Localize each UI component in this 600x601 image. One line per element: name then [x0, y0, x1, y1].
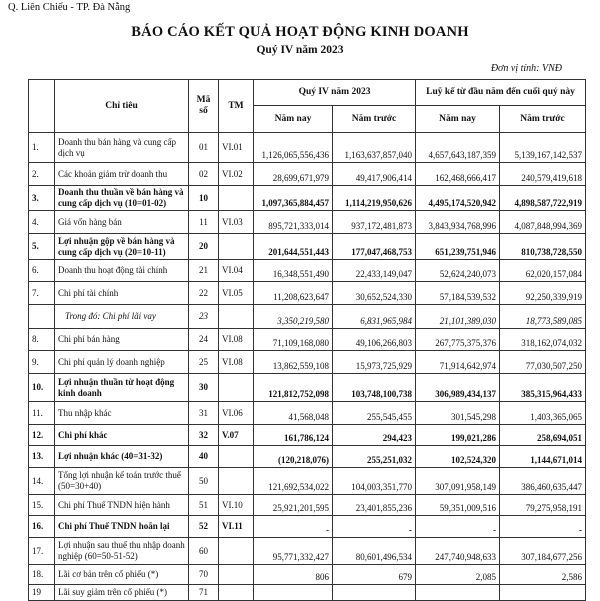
- cell-q-now: 3,350,219,580: [254, 305, 333, 329]
- cell-tm: VI.02: [219, 163, 254, 186]
- cell-tm: VI.03: [219, 211, 254, 234]
- header-cumulative-this-year: Năm nay: [416, 106, 500, 133]
- cell-code: 20: [189, 234, 219, 260]
- cell-c-prev: 258,694,051: [500, 425, 586, 446]
- cell-c-prev: 1,144,671,014: [500, 446, 586, 468]
- cell-code: 32: [189, 425, 219, 446]
- cell-name: Các khoản giảm trừ doanh thu: [55, 163, 189, 186]
- cell-q-now: 28,699,671,979: [254, 163, 333, 186]
- cell-stt: 17.: [29, 538, 55, 565]
- cell-q-now: 13,862,559,108: [254, 351, 333, 374]
- cell-code: 60: [189, 538, 219, 565]
- table-row: [29, 538, 586, 565]
- cell-q-prev: 23,401,855,236: [333, 495, 416, 516]
- table-row: [29, 282, 586, 305]
- table-row: [29, 163, 586, 186]
- income-statement-table: [28, 79, 586, 601]
- cell-stt: 4.: [29, 211, 55, 234]
- cell-stt: 18.: [29, 565, 55, 585]
- cell-code: 40: [189, 446, 219, 468]
- cell-c-now: [416, 585, 500, 601]
- cell-name: Lãi cơ bản trên cổ phiếu (*): [55, 565, 189, 585]
- table-row: [29, 133, 586, 163]
- cell-c-now: 162,468,666,417: [416, 163, 500, 186]
- cell-name: Doanh thu thuần về bán hàng và cung cấp dịch vụ (10=01-02): [55, 186, 189, 211]
- cell-tm: VI.08: [219, 351, 254, 374]
- cell-c-prev: 240,579,419,618: [500, 163, 586, 186]
- cell-c-prev: 62,020,157,084: [500, 260, 586, 282]
- cell-name: Tổng lợi nhuận kế toán trước thuế (50=30+40): [55, 468, 189, 495]
- cell-tm: VI.05: [219, 282, 254, 305]
- cell-q-prev: 937,172,481,873: [333, 211, 416, 234]
- table-row: [29, 585, 586, 601]
- cell-code: 31: [189, 402, 219, 425]
- cell-c-prev: 1,403,365,065: [500, 402, 586, 425]
- cell-q-prev: 6,831,965,984: [333, 305, 416, 329]
- cell-tm: VI.11: [219, 516, 254, 538]
- cell-stt: 2.: [29, 163, 55, 186]
- cell-c-now: 3,843,934,768,996: [416, 211, 500, 234]
- table-row: [29, 374, 586, 402]
- cell-c-now: 651,239,751,946: [416, 234, 500, 260]
- cell-stt: 3.: [29, 186, 55, 211]
- cell-stt: 9.: [29, 351, 55, 374]
- cell-code: 22: [189, 282, 219, 305]
- cell-q-prev: 255,251,032: [333, 446, 416, 468]
- cell-c-now: 21,101,389,030: [416, 305, 500, 329]
- cell-stt: 8.: [29, 329, 55, 351]
- header-stt: [29, 80, 55, 133]
- cell-tm: [219, 446, 254, 468]
- header-indicator: Chỉ tiêu: [55, 80, 189, 133]
- cell-stt: 15.: [29, 495, 55, 516]
- cell-q-prev: 80,601,496,534: [333, 538, 416, 565]
- cell-c-prev: 2,586: [500, 565, 586, 585]
- cell-tm: [219, 565, 254, 585]
- cell-name: Chi phí khác: [55, 425, 189, 446]
- cell-q-prev: 1,114,219,950,626: [333, 186, 416, 211]
- cell-stt: [29, 305, 55, 329]
- cell-q-now: 1,097,365,884,457: [254, 186, 333, 211]
- cell-c-prev: 18,773,589,085: [500, 305, 586, 329]
- cell-c-prev: 92,250,339,919: [500, 282, 586, 305]
- table-row: [29, 234, 586, 260]
- cell-code: 30: [189, 374, 219, 402]
- table-row: [29, 516, 586, 538]
- cell-code: 52: [189, 516, 219, 538]
- cell-q-prev: 103,748,100,738: [333, 374, 416, 402]
- cell-c-prev: 79,275,958,191: [500, 495, 586, 516]
- table-row: [29, 260, 586, 282]
- cell-c-now: 4,657,643,187,359: [416, 133, 500, 163]
- cell-q-prev: 49,417,906,414: [333, 163, 416, 186]
- header-cumulative-last-year: Năm trước: [500, 106, 586, 133]
- table-row: [29, 329, 586, 351]
- cell-name: Doanh thu hoạt động tài chính: [55, 260, 189, 282]
- cell-c-now: 199,021,286: [416, 425, 500, 446]
- cell-q-prev: 294,423: [333, 425, 416, 446]
- cell-c-now: 4,495,174,520,942: [416, 186, 500, 211]
- cell-name: Chi phí bán hàng: [55, 329, 189, 351]
- cell-q-now: 16,348,551,490: [254, 260, 333, 282]
- report-subtitle: Quý IV năm 2023: [256, 44, 344, 56]
- cell-c-prev: [500, 585, 586, 601]
- cell-c-prev: 4,087,848,994,369: [500, 211, 586, 234]
- cell-c-prev: 77,030,507,250: [500, 351, 586, 374]
- cell-q-prev: 15,973,725,929: [333, 351, 416, 374]
- table-row: [29, 425, 586, 446]
- cell-q-now: 25,921,201,595: [254, 495, 333, 516]
- table-row: [29, 565, 586, 585]
- cell-q-now: 95,771,332,427: [254, 538, 333, 565]
- cell-q-prev: 1,163,637,857,040: [333, 133, 416, 163]
- currency-unit: Đơn vị tính: VNĐ: [490, 63, 562, 74]
- cell-c-prev: 385,315,964,433: [500, 374, 586, 402]
- cell-name: Lợi nhuận sau thuế thu nhập doanh nghiệp (60=50-51-52): [55, 538, 189, 565]
- cell-tm: VI.06: [219, 402, 254, 425]
- cell-tm: [219, 374, 254, 402]
- cell-c-now: 52,624,240,073: [416, 260, 500, 282]
- cell-c-now: 2,085: [416, 565, 500, 585]
- table-row: [29, 468, 586, 495]
- table-row: [29, 402, 586, 425]
- table-row: [29, 305, 586, 329]
- cell-q-prev: 30,652,524,330: [333, 282, 416, 305]
- cell-c-prev: -: [500, 516, 586, 538]
- cell-c-now: 301,545,298: [416, 402, 500, 425]
- cell-q-now: 121,812,752,098: [254, 374, 333, 402]
- cell-c-prev: 5,139,167,142,537: [500, 133, 586, 163]
- cell-code: 71: [189, 585, 219, 601]
- table-row: [29, 186, 586, 211]
- header-quarter-last-year: Năm trước: [333, 106, 416, 133]
- cell-stt: 12.: [29, 425, 55, 446]
- cell-q-now: -: [254, 516, 333, 538]
- cell-stt: 6.: [29, 260, 55, 282]
- cell-c-prev: 386,460,635,447: [500, 468, 586, 495]
- cell-stt: 1.: [29, 133, 55, 163]
- cell-c-now: 307,091,958,149: [416, 468, 500, 495]
- location-text: Q. Liên Chiểu - TP. Đà Nẵng: [8, 2, 131, 13]
- cell-tm: [219, 538, 254, 565]
- cell-c-now: 247,740,948,633: [416, 538, 500, 565]
- cell-c-prev: 307,184,677,256: [500, 538, 586, 565]
- cell-tm: [219, 468, 254, 495]
- report-title: BÁO CÁO KẾT QUẢ HOẠT ĐỘNG KINH DOANH: [131, 24, 469, 40]
- cell-stt: 14.: [29, 468, 55, 495]
- cell-c-prev: 4,898,587,722,919: [500, 186, 586, 211]
- cell-name: Chi phí Thuế TNDN hoãn lại: [55, 516, 189, 538]
- cell-c-now: 267,775,375,376: [416, 329, 500, 351]
- cell-tm: [219, 305, 254, 329]
- table-row: [29, 495, 586, 516]
- cell-name: Lợi nhuận thuần từ hoạt động kinh doanh: [55, 374, 189, 402]
- header-quarter: Quý IV năm 2023: [254, 80, 416, 106]
- cell-stt: 11.: [29, 402, 55, 425]
- cell-tm: VI.04: [219, 260, 254, 282]
- cell-code: 23: [189, 305, 219, 329]
- cell-tm: VI.01: [219, 133, 254, 163]
- cell-c-now: 71,914,642,974: [416, 351, 500, 374]
- cell-q-prev: [333, 585, 416, 601]
- cell-q-now: 1,126,065,556,436: [254, 133, 333, 163]
- cell-tm: VI.08: [219, 329, 254, 351]
- cell-stt: 16.: [29, 516, 55, 538]
- cell-name: Chi phí Thuế TNDN hiện hành: [55, 495, 189, 516]
- cell-q-now: 161,786,124: [254, 425, 333, 446]
- cell-name: Lợi nhuận gộp về bán hàng và cung cấp dịch vụ (20=10-11): [55, 234, 189, 260]
- cell-tm: [219, 585, 254, 601]
- cell-q-prev: -: [333, 516, 416, 538]
- cell-q-prev: 255,545,455: [333, 402, 416, 425]
- cell-c-now: 306,989,434,137: [416, 374, 500, 402]
- table-row: [29, 211, 586, 234]
- cell-q-prev: 679: [333, 565, 416, 585]
- cell-q-now: 806: [254, 565, 333, 585]
- cell-code: 02: [189, 163, 219, 186]
- cell-name: Chi phí quản lý doanh nghiệp: [55, 351, 189, 374]
- cell-c-now: 102,524,320: [416, 446, 500, 468]
- cell-q-now: 201,644,551,443: [254, 234, 333, 260]
- cell-stt: 10.: [29, 374, 55, 402]
- cell-q-prev: 104,003,351,770: [333, 468, 416, 495]
- cell-tm: [219, 186, 254, 211]
- cell-name: Giá vốn hàng bán: [55, 211, 189, 234]
- cell-q-now: 41,568,048: [254, 402, 333, 425]
- cell-tm: V.07: [219, 425, 254, 446]
- cell-code: 70: [189, 565, 219, 585]
- header-quarter-this-year: Năm nay: [254, 106, 333, 133]
- cell-c-now: 59,351,009,516: [416, 495, 500, 516]
- cell-stt: 5.: [29, 234, 55, 260]
- cell-code: 21: [189, 260, 219, 282]
- cell-name: Chi phí tài chính: [55, 282, 189, 305]
- cell-code: 24: [189, 329, 219, 351]
- cell-stt: 19: [29, 585, 55, 601]
- cell-c-now: 57,184,539,532: [416, 282, 500, 305]
- cell-name: Lãi suy giảm trên cổ phiếu (*): [55, 585, 189, 601]
- cell-code: 51: [189, 495, 219, 516]
- cell-name: Doanh thu bán hàng và cung cấp dịch vụ: [55, 133, 189, 163]
- cell-c-now: -: [416, 516, 500, 538]
- cell-q-now: 71,109,168,080: [254, 329, 333, 351]
- header-tm: TM: [219, 80, 254, 133]
- cell-c-prev: 810,738,728,550: [500, 234, 586, 260]
- table-row: [29, 446, 586, 468]
- cell-code: 25: [189, 351, 219, 374]
- cell-tm: VI.10: [219, 495, 254, 516]
- cell-q-now: (120,218,076): [254, 446, 333, 468]
- cell-stt: 7.: [29, 282, 55, 305]
- cell-code: 01: [189, 133, 219, 163]
- cell-q-now: [254, 585, 333, 601]
- header-code: Mã số: [189, 80, 219, 133]
- cell-q-now: 895,721,333,014: [254, 211, 333, 234]
- cell-q-prev: 22,433,149,047: [333, 260, 416, 282]
- cell-code: 10: [189, 186, 219, 211]
- cell-name: Trong đó: Chi phí lãi vay: [55, 305, 189, 329]
- cell-stt: 13.: [29, 446, 55, 468]
- cell-q-prev: 177,047,468,753: [333, 234, 416, 260]
- header-cumulative: Luỹ kế từ đầu năm đến cuối quý này: [416, 80, 586, 106]
- cell-name: Thu nhập khác: [55, 402, 189, 425]
- cell-code: 11: [189, 211, 219, 234]
- cell-c-prev: 318,162,074,032: [500, 329, 586, 351]
- cell-q-prev: 49,106,266,803: [333, 329, 416, 351]
- cell-code: 50: [189, 468, 219, 495]
- cell-q-now: 11,208,623,647: [254, 282, 333, 305]
- table-row: [29, 351, 586, 374]
- cell-tm: [219, 234, 254, 260]
- cell-name: Lợi nhuận khác (40=31-32): [55, 446, 189, 468]
- cell-q-now: 121,692,534,022: [254, 468, 333, 495]
